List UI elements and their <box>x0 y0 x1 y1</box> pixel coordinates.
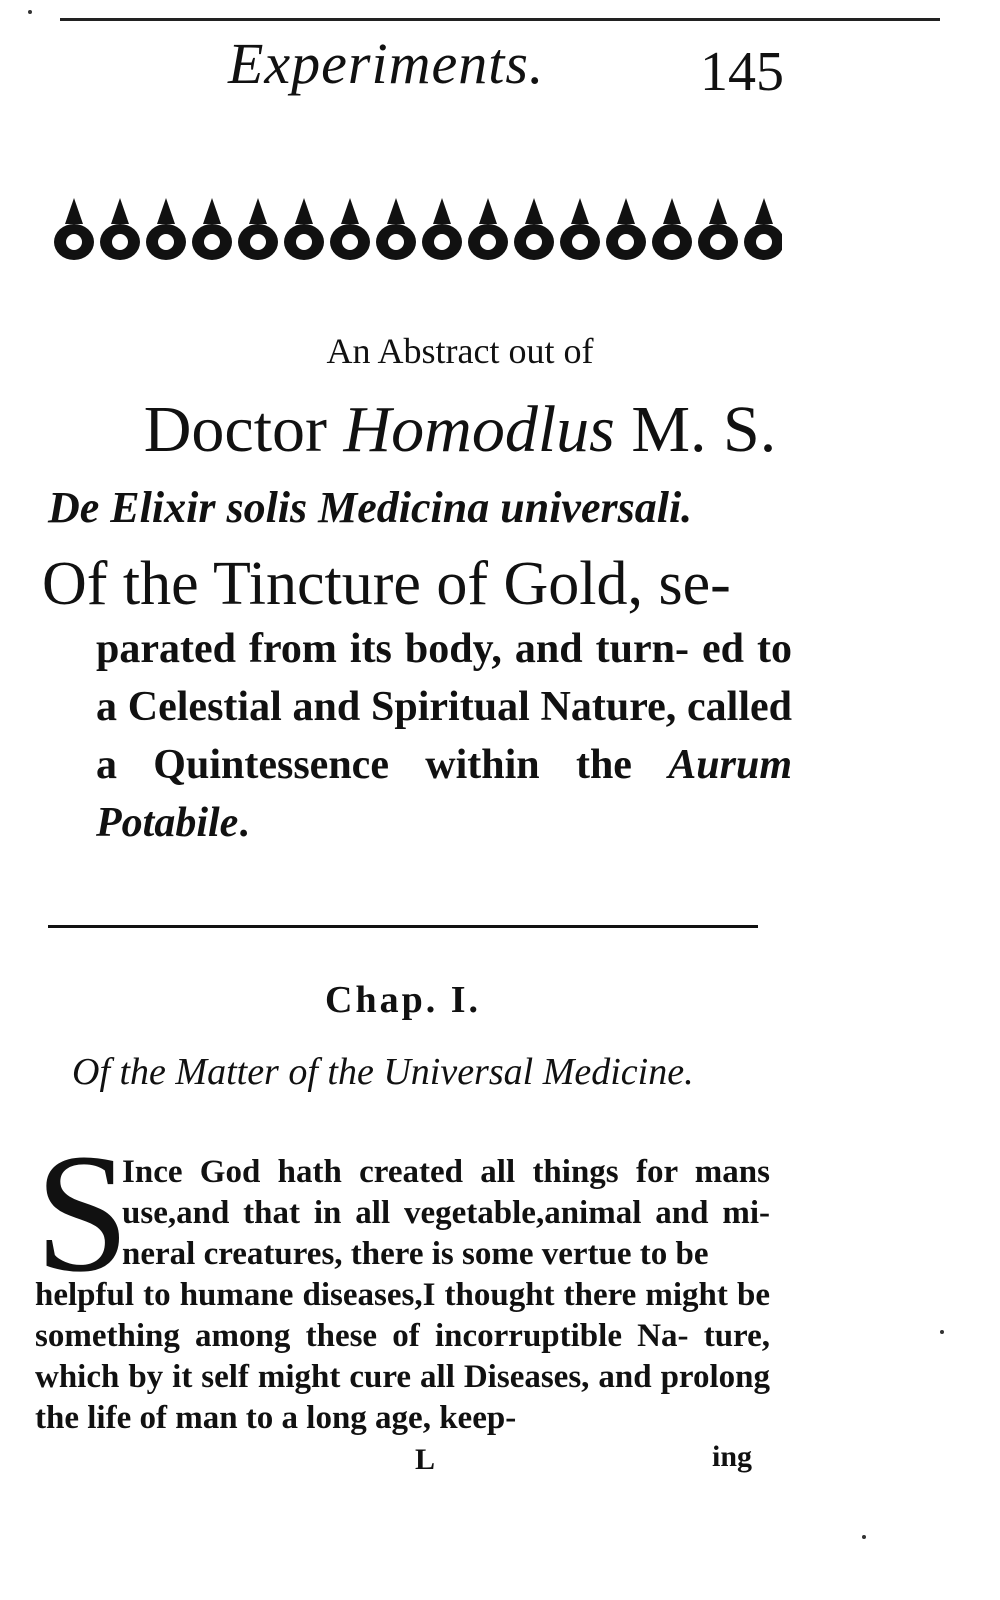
doctor-prefix: Doctor <box>143 393 344 466</box>
section-rule <box>48 925 758 928</box>
ornament-crown <box>709 198 727 224</box>
ornament-eye <box>388 234 404 250</box>
ornament-eye <box>618 234 634 250</box>
ornament-eye <box>434 234 450 250</box>
print-speck <box>28 10 32 14</box>
doctor-suffix: M. S. <box>614 393 777 466</box>
tincture-rest <box>42 620 792 852</box>
ornament-eye <box>296 234 312 250</box>
ornament-crown <box>157 198 175 224</box>
body-text: helpful to humane diseases,I thought there might be something among these of incorruptible Na- ture, which by it self might cure all Diseases, and prolong the life of man to a long age, keep- <box>35 1277 770 1436</box>
ornament-eye <box>66 234 82 250</box>
ornament-crown <box>65 198 83 224</box>
ornament-eye <box>158 234 174 250</box>
ornament-border-icon <box>52 190 782 270</box>
ornament-eye <box>250 234 266 250</box>
catchword: ing <box>712 1440 753 1473</box>
ornament-eye <box>342 234 358 250</box>
drop-cap: S <box>35 1119 130 1307</box>
ornament-crown <box>479 198 497 224</box>
print-speck <box>940 1330 944 1334</box>
ornament-crown <box>571 198 589 224</box>
abstract-line: An Abstract out of <box>326 331 594 371</box>
top-rule <box>60 18 940 21</box>
ornament-eye <box>112 234 128 250</box>
signature-mark: L <box>415 1443 436 1476</box>
ornament-eye <box>526 234 542 250</box>
chapter-subtitle: Of the Matter of the Universal Medicine. <box>72 1051 694 1093</box>
ornament-crown <box>617 198 635 224</box>
ornament-crown <box>387 198 405 224</box>
ornament-eye <box>572 234 588 250</box>
doctor-line <box>0 392 960 468</box>
ornament-crown <box>525 198 543 224</box>
ornament-crown <box>111 198 129 224</box>
tincture-first-end: se- <box>643 550 731 618</box>
ornament-eye <box>480 234 496 250</box>
tincture-first: Of the Tincture of Gold, <box>42 550 644 618</box>
ornament-eye <box>664 234 680 250</box>
ornament-crown <box>295 198 313 224</box>
tincture-rest-end: . <box>238 800 249 846</box>
ornament-eye <box>710 234 726 250</box>
ornament-crown <box>755 198 773 224</box>
ornament-crown <box>341 198 359 224</box>
latin-title: De Elixir solis Medicina universali. <box>48 483 693 532</box>
ornament-crown <box>249 198 267 224</box>
print-speck <box>862 1535 866 1539</box>
tincture-rest-text: parated from its body, and turn- ed to a Celestial and Spiritual Nature, called a Quintessence within the <box>96 626 792 788</box>
aurum-potabile: Aurum Potabile <box>96 742 792 846</box>
ornament-crown <box>433 198 451 224</box>
ornament-eye <box>204 234 220 250</box>
doctor-name: Homodlus <box>343 393 615 466</box>
ornament-eye <box>756 234 772 250</box>
ornament-crown <box>203 198 221 224</box>
running-title: Experiments. <box>228 31 545 96</box>
chapter-heading: Chap. I. <box>325 979 481 1021</box>
tincture-title <box>42 550 792 852</box>
ornament-crown <box>663 198 681 224</box>
page-number: 145 <box>700 41 784 103</box>
body-paragraph <box>35 1152 770 1439</box>
body-indented-text: Ince God hath created all things for mans use,and that in all vegetable,animal and mi- neral creatures, there is some vertue to be <box>122 1154 770 1272</box>
